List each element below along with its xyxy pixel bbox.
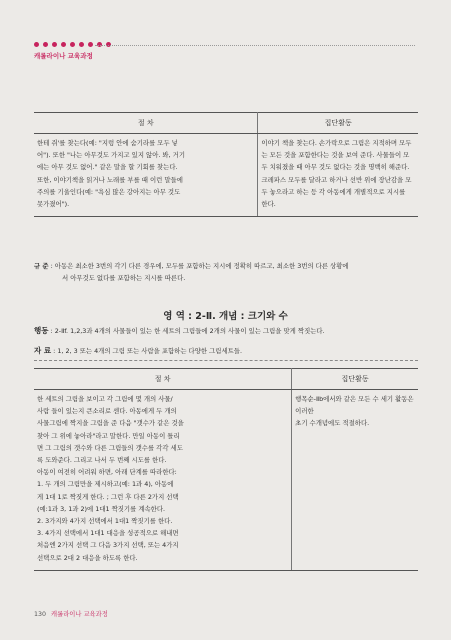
criteria-label: 규 준 [34, 262, 49, 270]
text-line: 록 도와준다. 그리고 나서 두 번째 시도를 한다. [37, 456, 167, 465]
text-line: 어"). 또한 "나는 아무것도 가지고 있지 않아. 봐, 거기 [37, 151, 186, 160]
table1-col-procedure: 절 차 [34, 113, 258, 134]
table2-left-cell [34, 390, 292, 571]
procedure-table-2 [34, 368, 418, 571]
text-line: 게 1대 1로 짝짓게 한다. ; 그런 후 다른 2가지 선택 [37, 492, 179, 501]
text-line: 찾아 그 위에 놓아라"라고 말한다. 만일 아동이 틀리 [37, 431, 180, 440]
text-line: 크레파스 모두를 달라고 하거나 선반 위에 장난감을 모 [261, 175, 412, 184]
dot-icon [43, 42, 48, 47]
header-series-title: 캐롤라이나 교육과정 [34, 52, 93, 60]
text-line: 두 치워졌을 때 아무 것도 없다는 것을 명백히 해준다. [261, 163, 410, 172]
materials-divider [34, 360, 418, 361]
text-line: 이야기 책을 찾는다. 손가락으로 그림은 지적하며 모두 [261, 139, 412, 147]
dot-icon [61, 42, 66, 47]
text-line: 처음엔 2가지 선택 그 다음 3가지 선택, 또는 4가지 [37, 541, 179, 550]
text-line: 아동이 여전히 어려워 하면, 아래 단계를 따라한다: [37, 468, 177, 477]
text-line: 2. 3가지와 4가지 선택에서 1대1 짝짓기를 한다. [37, 517, 173, 526]
text-line: 사물그림에 짝지을 그림을 준 다음 "갯수가 같은 것을 [37, 419, 184, 428]
materials-label: 자 료 [34, 346, 52, 355]
dot-icon [88, 42, 93, 47]
table1-left-cell [34, 134, 258, 217]
text-line: 사람 들이 있는지 큰소리로 센다. 아동에게 두 개의 [37, 407, 177, 416]
text-line: 못가졌어"). [37, 200, 70, 209]
materials [34, 345, 418, 356]
page-number: 130 [34, 611, 47, 618]
text-line: 선택으로 2대 2 대응을 하도록 한다. [37, 553, 138, 562]
dot-icon [34, 42, 39, 47]
behavior-goal [34, 325, 418, 336]
procedure-table-1 [34, 112, 418, 217]
text-line: 면 그 그림의 갯수와 다른 그림들의 갯수를 각각 세도 [37, 443, 183, 452]
text-line: 또한, 이야기책을 읽거나 노래를 부를 때 이런 말들에 [37, 175, 183, 184]
criteria-block [34, 260, 418, 284]
text-line: (예:1과 3, 1과 2)에 1대1 짝짓기를 계속한다. [37, 504, 166, 513]
text-line: 3. 4가지 선택에서 1대1 대응을 성공적으로 해내면 [37, 529, 179, 538]
footer-publisher: 캐롤라이나 교육과정 [51, 611, 108, 618]
text-line: 한 세트의 그림을 보이고 각 그림에 몇 개의 사물/ [37, 395, 173, 403]
materials-text: : 1, 2, 3 또는 4개의 그림 또는 사람을 포함하는 다양한 그림세트들. [53, 347, 242, 355]
text-line: 는 모든 것을 포함한다는 것을 보여 준다. 사물들이 모 [261, 151, 410, 160]
criteria-line-2: 서 아무것도 없다를 포함하는 지시를 따른다. [62, 274, 186, 282]
text-line: 초기 수개념에도 적절하다. [295, 419, 370, 428]
text-line: 한다. [261, 200, 276, 209]
dot-icon [52, 42, 57, 47]
text-line: 주의를 기울인다(예: "욕심 많은 강아지는 아무 것도 [37, 187, 181, 196]
behavior-text: : 2-Ⅱf. 1,2,3과 4개의 사물들이 있는 한 세트의 그림들에 2개의 사물이 있는 그림을 맞게 짝짓는다. [50, 327, 325, 335]
dot-icon [79, 42, 84, 47]
text-line: 두 놓으라고 하는 등 각 아동에게 개별적으로 지시를 [261, 187, 406, 196]
header-divider [95, 45, 415, 46]
table1-col-group: 집단활동 [258, 113, 418, 134]
text-line: 행목순-Ⅱb에서와 같은 모든 수 세기 활동은 이러한 [295, 395, 414, 416]
page-footer [34, 609, 108, 618]
table2-right-cell [292, 390, 418, 571]
criteria-line-1: : 아동은 최소한 3번의 각기 다른 경우에, 모두를 포함하는 지시에 정확히 따르고, 최소한 3번의 다른 상황에 [50, 262, 349, 270]
behavior-label: 행동 [34, 326, 49, 335]
text-line: 한테 쥐'를 찾는다(예: "지렁 안에 숨기라를 모두 넣 [37, 139, 178, 147]
section-title: 영 역 : 2-Ⅱ. 개념 : 크기와 수 [163, 311, 288, 322]
dot-icon [70, 42, 75, 47]
table1-right-cell [258, 134, 418, 217]
text-line: 에는 아무 것도 없어." 같은 말을 할 기회를 찾는다. [37, 163, 178, 172]
text-line: 1. 두 개의 그림만을 제시하고(예: 1과 4), 아동에 [37, 480, 174, 489]
table2-col-group: 집단활동 [292, 369, 418, 390]
table2-col-procedure: 절 차 [34, 369, 292, 390]
